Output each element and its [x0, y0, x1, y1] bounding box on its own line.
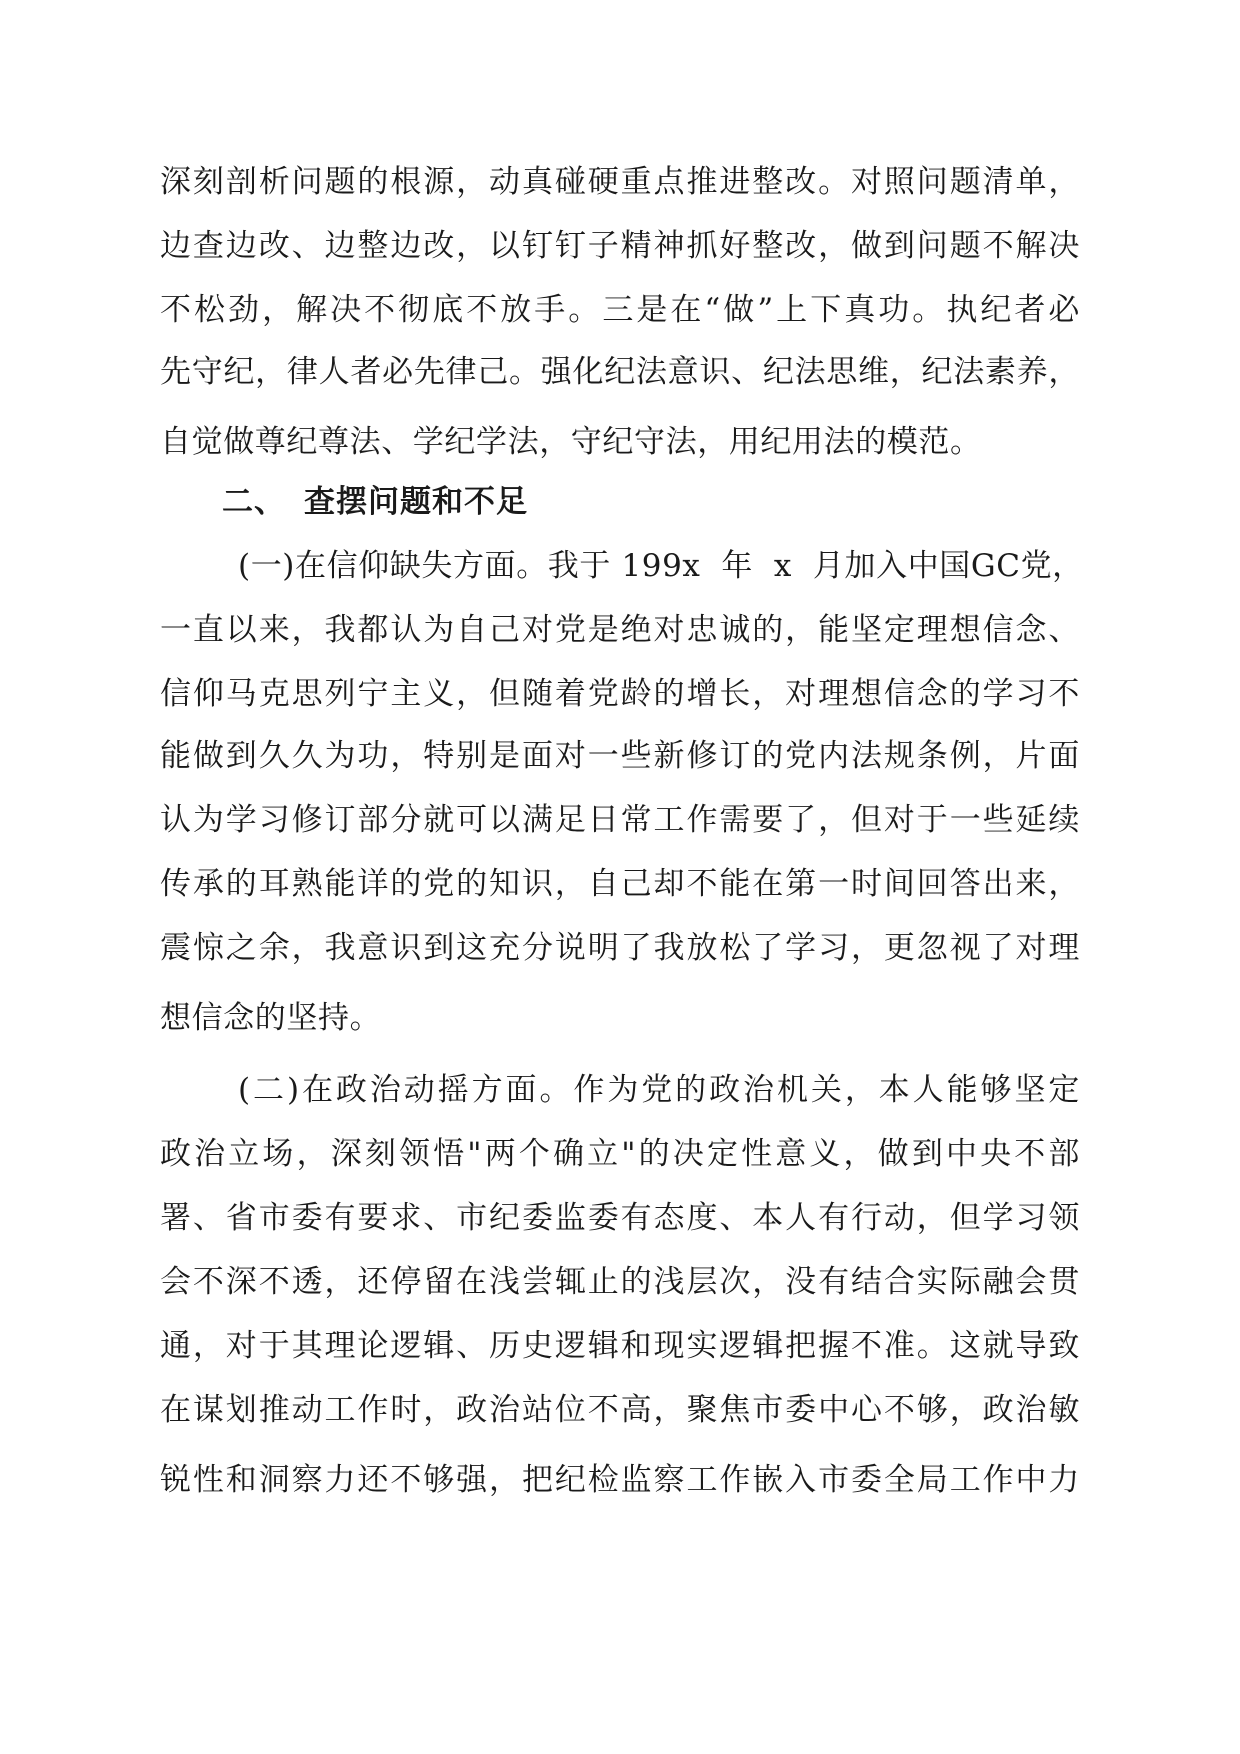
text-line: 认为学习修订部分就可以满足日常工作需要了，但对于一些延续 — [160, 802, 1080, 838]
text-line: 边查边改、边整边改，以钉钉子精神抓好整改，做到问题不解决 — [160, 228, 1080, 264]
section-number: 二、 — [222, 484, 286, 520]
text-line: 不松劲，解决不彻底不放手。三是在“做”上下真功。执纪者必 — [160, 292, 1080, 328]
text-line: 信仰马克思列宁主义，但随着党龄的增长，对理想信念的学习不 — [160, 676, 1080, 712]
text-line: 能做到久久为功，特别是面对一些新修订的党内法规条例，片面 — [160, 738, 1080, 774]
text-line: 会不深不透，还停留在浅尝辄止的浅层次，没有结合实际融会贯 — [160, 1264, 1080, 1300]
text-line: 传承的耳熟能详的党的知识，自己却不能在第一时间回答出来， — [160, 866, 1080, 902]
text-line: 先守纪，律人者必先律己。强化纪法意识、纪法思维，纪法素养， — [160, 354, 1080, 390]
text-line: 自觉做尊纪尊法、学纪学法，守纪守法，用纪用法的模范。 — [160, 424, 982, 460]
text-line: 锐性和洞察力还不够强，把纪检监察工作嵌入市委全局工作中力 — [160, 1462, 1080, 1498]
section-title: 查摆问题和不足 — [304, 484, 528, 520]
text-line: 政治立场，深刻领悟"两个确立"的决定性意义，做到中央不部 — [160, 1136, 1080, 1172]
text-line: 震惊之余，我意识到这充分说明了我放松了学习，更忽视了对理 — [160, 930, 1080, 966]
text-line: 一直以来，我都认为自己对党是绝对忠诚的，能坚定理想信念、 — [160, 612, 1080, 648]
text-line: 通，对于其理论逻辑、历史逻辑和现实逻辑把握不准。这就导致 — [160, 1328, 1080, 1364]
text-line: (二)在政治动摇方面。作为党的政治机关，本人能够坚定 — [238, 1072, 1080, 1108]
section-heading — [222, 482, 622, 522]
text-line: 深刻剖析问题的根源，动真碰硬重点推进整改。对照问题清单， — [160, 164, 1080, 200]
text-line: 署、省市委有要求、市纪委监委有态度、本人有行动，但学习领 — [160, 1200, 1080, 1236]
text-line: 在谋划推动工作时，政治站位不高，聚焦市委中心不够，政治敏 — [160, 1392, 1080, 1428]
text-line: (一)在信仰缺失方面。我于 199x 年 x 月加入中国GC党， — [238, 548, 1084, 584]
text-line: 想信念的坚持。 — [160, 1000, 382, 1036]
